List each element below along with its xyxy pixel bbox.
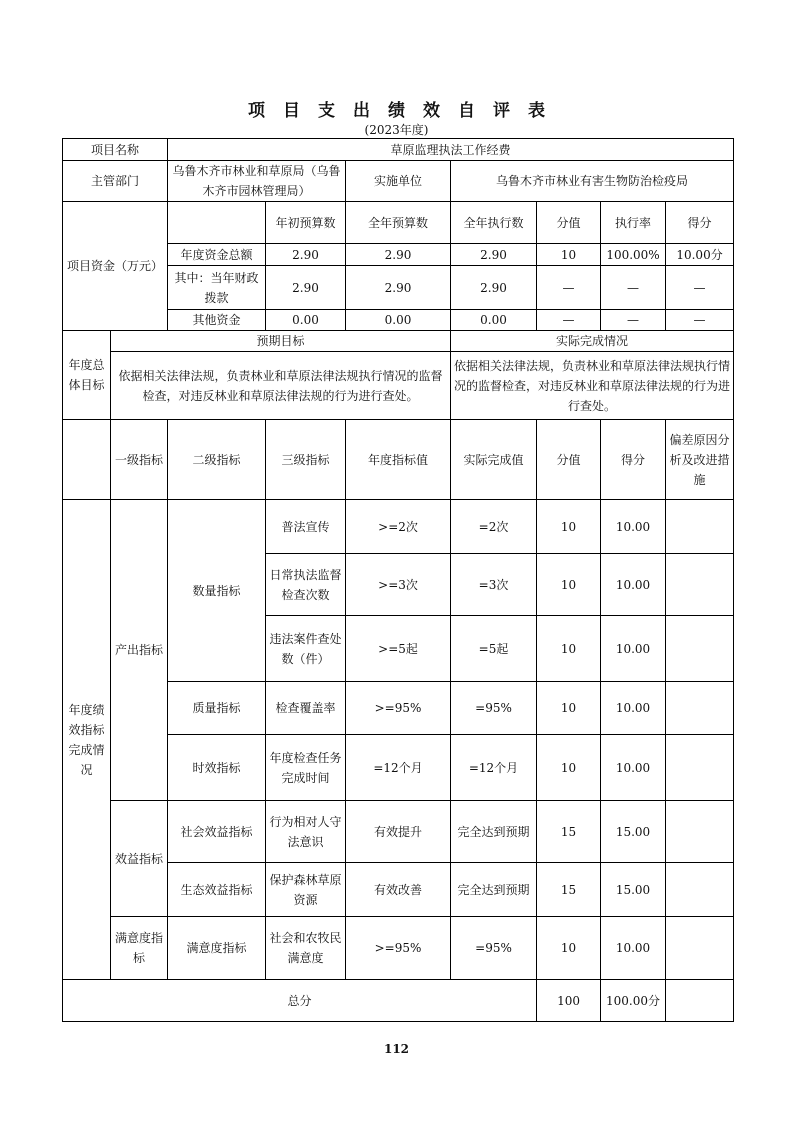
level1-satisfaction: 满意度指标 — [111, 917, 168, 980]
header-score: 得分 — [601, 420, 666, 500]
actual-goal-text: 依据相关法律法规，负责林业和草原法律法规执行情况的监督检查，对违反林业和草原法律法规的行为进行查处。 — [451, 352, 734, 420]
funds-score-value: — — [537, 310, 601, 331]
funds-initial: 0.00 — [266, 310, 346, 331]
indicator-target: =12个月 — [346, 735, 451, 801]
level2-ecological-benefit: 生态效益指标 — [168, 863, 266, 917]
indicator-actual: =2次 — [451, 500, 537, 554]
indicator-actual: =95% — [451, 917, 537, 980]
indicator-actual: =95% — [451, 682, 537, 735]
funds-executed: 0.00 — [451, 310, 537, 331]
indicator-deviation — [666, 917, 734, 980]
indicator-score: 15.00 — [601, 801, 666, 863]
page-number: 112 — [383, 1042, 410, 1056]
funds-rate: 100.00% — [601, 244, 666, 266]
level1-output: 产出指标 — [111, 500, 168, 801]
funds-annual: 0.00 — [346, 310, 451, 331]
level2-timeliness: 时效指标 — [168, 735, 266, 801]
page-title: 项目支出绩效自评表 — [248, 101, 563, 121]
indicator-score-value: 10 — [537, 554, 601, 616]
indicator-name: 年度检查任务完成时间 — [266, 735, 346, 801]
indicator-score-value: 10 — [537, 917, 601, 980]
indicator-deviation — [666, 500, 734, 554]
indicator-score-value: 15 — [537, 863, 601, 917]
indicator-deviation — [666, 682, 734, 735]
funds-initial: 2.90 — [266, 266, 346, 310]
funds-row-label: 年度资金总额 — [168, 244, 266, 266]
implementer-value: 乌鲁木齐市林业有害生物防治检疫局 — [451, 161, 734, 202]
funds-executed: 2.90 — [451, 244, 537, 266]
header-target: 年度指标值 — [346, 420, 451, 500]
indicator-score-value: 10 — [537, 500, 601, 554]
project-name-label: 项目名称 — [63, 139, 168, 161]
indicator-row — [63, 917, 734, 980]
level2-social-benefit: 社会效益指标 — [168, 801, 266, 863]
actual-goal-header: 实际完成情况 — [451, 331, 734, 352]
funds-header-annual: 全年预算数 — [346, 202, 451, 244]
department-value: 乌鲁木齐市林业和草原局（乌鲁木齐市园林管理局） — [168, 161, 346, 202]
indicator-target: >=2次 — [346, 500, 451, 554]
header-level3: 三级指标 — [266, 420, 346, 500]
department-row — [63, 161, 734, 202]
header-actual: 实际完成值 — [451, 420, 537, 500]
funds-rate: — — [601, 310, 666, 331]
indicator-target: >=95% — [346, 917, 451, 980]
goal-header-row — [63, 331, 734, 352]
indicator-header-spacer — [63, 420, 111, 500]
indicator-name: 行为相对人守法意识 — [266, 801, 346, 863]
indicator-actual: 完全达到预期 — [451, 801, 537, 863]
page-subtitle: (2023年度) — [364, 123, 429, 137]
funds-header-score-value: 分值 — [537, 202, 601, 244]
funds-initial: 2.90 — [266, 244, 346, 266]
indicator-target: 有效改善 — [346, 863, 451, 917]
funds-header-spacer — [168, 202, 266, 244]
indicator-deviation — [666, 554, 734, 616]
indicator-deviation — [666, 616, 734, 682]
indicator-name: 日常执法监督检查次数 — [266, 554, 346, 616]
indicator-actual: =5起 — [451, 616, 537, 682]
indicator-header-row — [63, 420, 734, 500]
funds-row-label: 其他资金 — [168, 310, 266, 331]
indicator-name: 社会和农牧民满意度 — [266, 917, 346, 980]
header-level2: 二级指标 — [168, 420, 266, 500]
indicator-actual: =3次 — [451, 554, 537, 616]
indicator-row — [63, 500, 734, 554]
implementer-label: 实施单位 — [346, 161, 451, 202]
level1-benefit: 效益指标 — [111, 801, 168, 917]
funds-executed: 2.90 — [451, 266, 537, 310]
funds-label: 项目资金（万元） — [63, 202, 168, 331]
indicator-score: 15.00 — [601, 863, 666, 917]
funds-score-value: 10 — [537, 244, 601, 266]
indicator-score-value: 10 — [537, 616, 601, 682]
indicator-score: 10.00 — [601, 500, 666, 554]
funds-header-row — [63, 202, 734, 244]
total-row — [63, 980, 734, 1022]
indicator-score: 10.00 — [601, 616, 666, 682]
indicator-score-value: 15 — [537, 801, 601, 863]
indicator-name: 违法案件查处数（件） — [266, 616, 346, 682]
goal-text-row — [63, 352, 734, 420]
total-score-value: 100 — [537, 980, 601, 1022]
indicator-row — [63, 801, 734, 863]
indicator-score-value: 10 — [537, 682, 601, 735]
indicator-score: 10.00 — [601, 917, 666, 980]
indicator-score: 10.00 — [601, 554, 666, 616]
funds-score: 10.00分 — [666, 244, 734, 266]
performance-table — [62, 138, 734, 1022]
overall-goal-label: 年度总体目标 — [63, 331, 111, 420]
total-label: 总分 — [63, 980, 537, 1022]
total-score: 100.00分 — [601, 980, 666, 1022]
indicator-name: 保护森林草原资源 — [266, 863, 346, 917]
indicator-target: >=3次 — [346, 554, 451, 616]
total-deviation — [666, 980, 734, 1022]
header-score-value: 分值 — [537, 420, 601, 500]
expected-goal-text: 依据相关法律法规，负责林业和草原法律法规执行情况的监督检查，对违反林业和草原法律法规的行为进行查处。 — [111, 352, 451, 420]
indicator-deviation — [666, 735, 734, 801]
indicator-score-value: 10 — [537, 735, 601, 801]
funds-annual: 2.90 — [346, 266, 451, 310]
department-label: 主管部门 — [63, 161, 168, 202]
level2-quantity: 数量指标 — [168, 500, 266, 682]
indicator-deviation — [666, 801, 734, 863]
indicator-name: 检查覆盖率 — [266, 682, 346, 735]
expected-goal-header: 预期目标 — [111, 331, 451, 352]
indicator-target: >=5起 — [346, 616, 451, 682]
project-name-value: 草原监理执法工作经费 — [168, 139, 734, 161]
indicator-target: >=95% — [346, 682, 451, 735]
funds-header-initial: 年初预算数 — [266, 202, 346, 244]
indicator-name: 普法宣传 — [266, 500, 346, 554]
level2-satisfaction: 满意度指标 — [168, 917, 266, 980]
indicator-deviation — [666, 863, 734, 917]
indicators-section-label: 年度绩效指标完成情况 — [63, 500, 111, 980]
indicator-score: 10.00 — [601, 682, 666, 735]
header-deviation: 偏差原因分析及改进措施 — [666, 420, 734, 500]
funds-header-score: 得分 — [666, 202, 734, 244]
funds-annual: 2.90 — [346, 244, 451, 266]
header-level1: 一级指标 — [111, 420, 168, 500]
indicator-target: 有效提升 — [346, 801, 451, 863]
funds-score: — — [666, 310, 734, 331]
funds-header-executed: 全年执行数 — [451, 202, 537, 244]
funds-score: — — [666, 266, 734, 310]
funds-score-value: — — [537, 266, 601, 310]
indicator-score: 10.00 — [601, 735, 666, 801]
funds-rate: — — [601, 266, 666, 310]
project-name-row — [63, 139, 734, 161]
indicator-actual: =12个月 — [451, 735, 537, 801]
funds-row-label: 其中：当年财政拨款 — [168, 266, 266, 310]
indicator-actual: 完全达到预期 — [451, 863, 537, 917]
funds-header-rate: 执行率 — [601, 202, 666, 244]
level2-quality: 质量指标 — [168, 682, 266, 735]
